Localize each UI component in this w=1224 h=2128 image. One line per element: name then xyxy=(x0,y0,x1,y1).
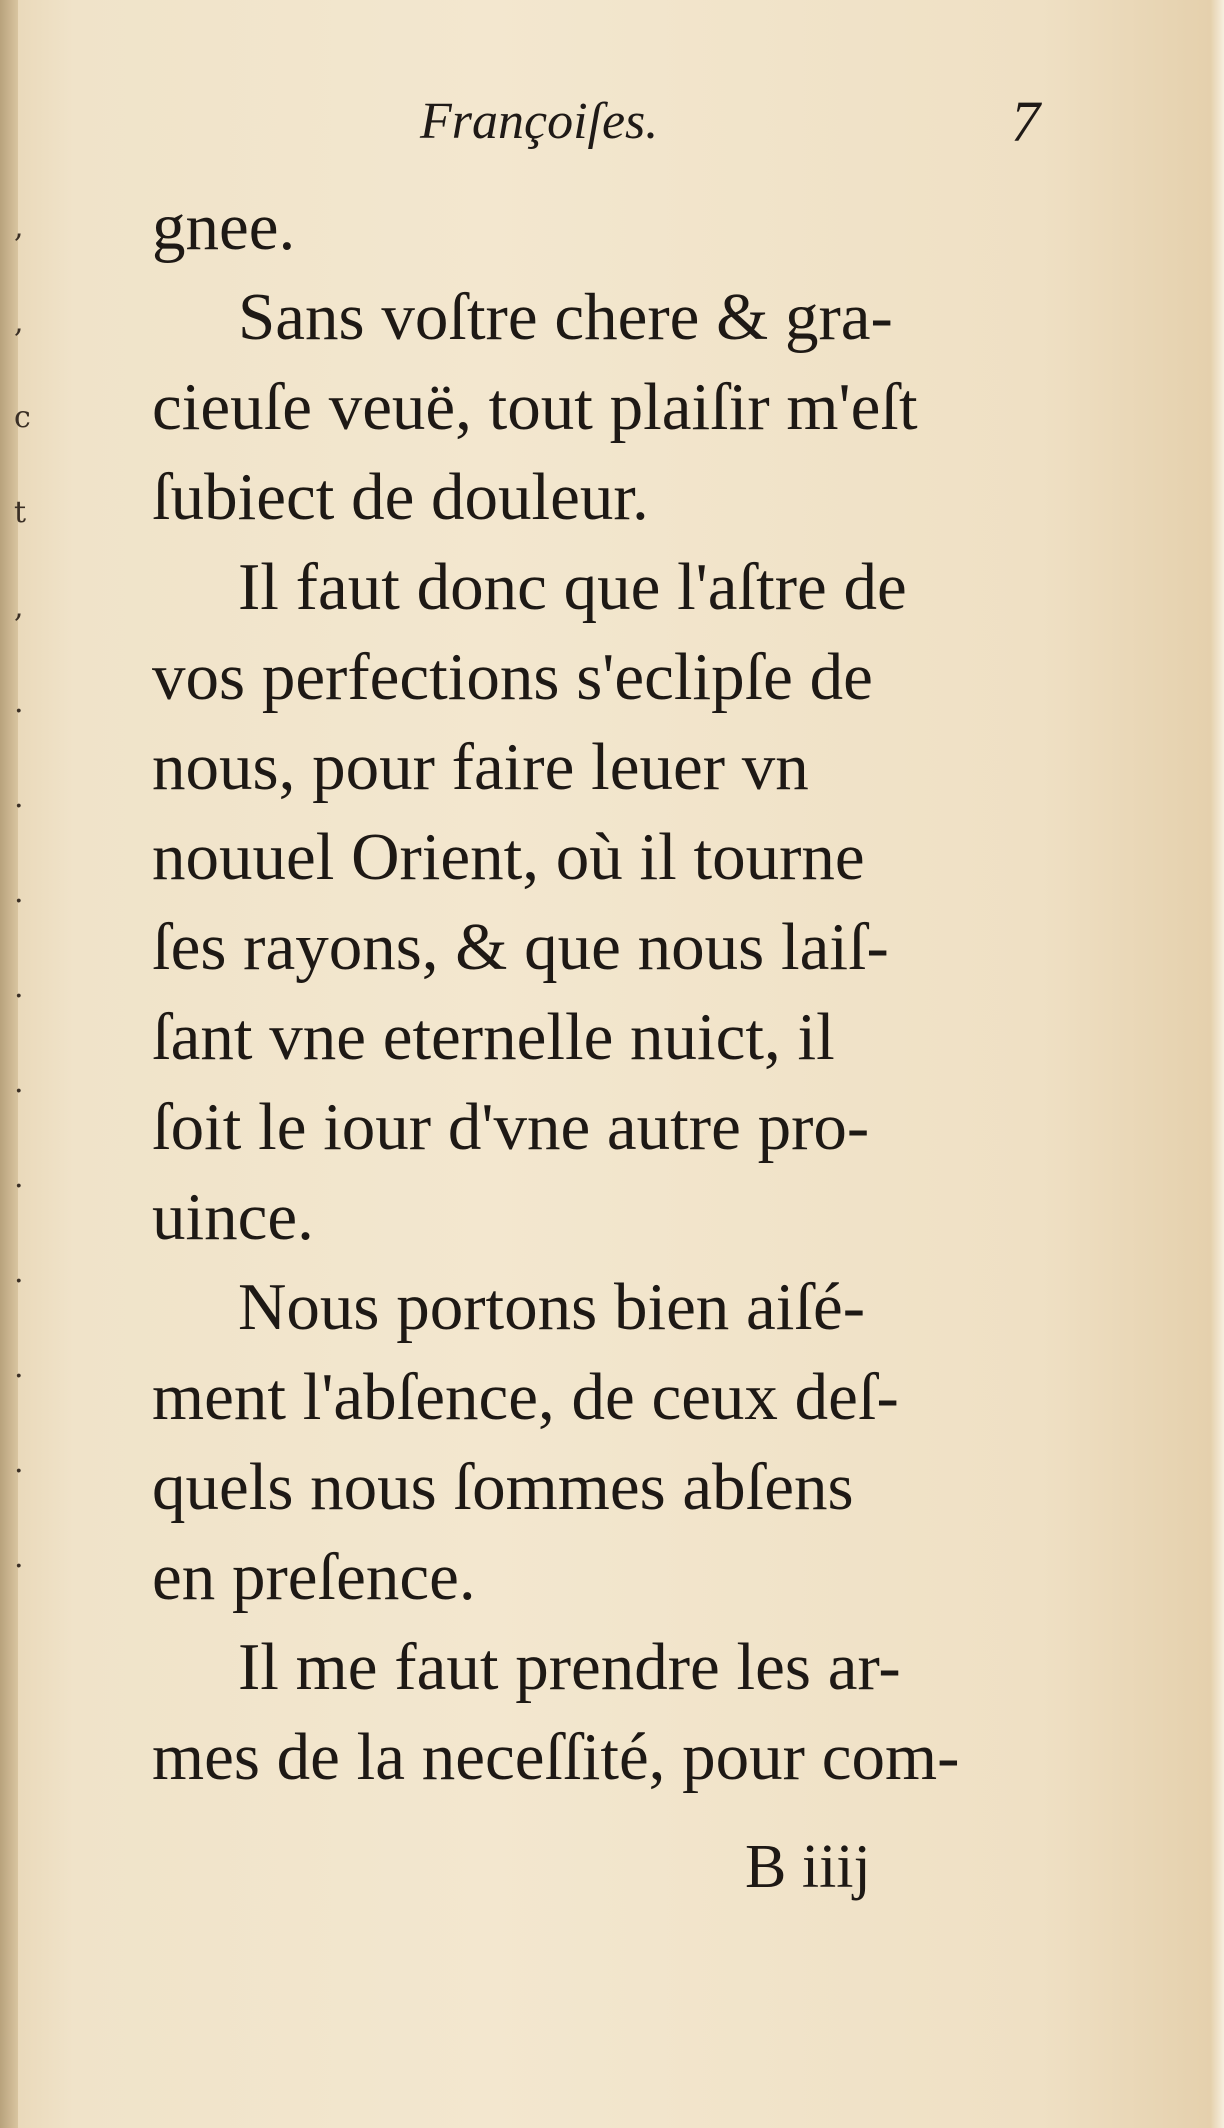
text-line: ment l'abſence, de ceux deſ- xyxy=(152,1360,899,1434)
margin-mark: , xyxy=(14,590,24,625)
text-line: vos perfections s'eclipſe de xyxy=(152,640,873,714)
text-line: ſoit le iour d'vne autre pro- xyxy=(152,1090,870,1164)
page-right-edge xyxy=(1210,0,1224,2128)
page-number: 7 xyxy=(1011,89,1040,154)
margin-mark: , xyxy=(14,210,24,245)
margin-mark: t xyxy=(14,495,27,530)
text-line: mes de la neceſſité, pour com- xyxy=(152,1720,960,1794)
text-line: uince. xyxy=(152,1180,314,1254)
margin-mark: . xyxy=(14,780,24,815)
signature-mark: B iiij xyxy=(745,1833,871,1901)
text-line: quels nous ſommes abſens xyxy=(152,1450,854,1524)
left-margin-bleed-marks xyxy=(14,180,34,1605)
text-line: cieuſe veuë, tout plaiſir m'eſt xyxy=(152,370,918,444)
text-line: Sans voſtre chere & gra- xyxy=(238,280,893,354)
margin-mark: . xyxy=(14,685,24,720)
text-line: Nous portons bien aiſé- xyxy=(238,1270,866,1344)
margin-mark: . xyxy=(14,1445,24,1480)
margin-mark: . xyxy=(14,1255,24,1290)
margin-mark: c xyxy=(14,400,31,435)
text-line: ſes rayons, & que nous laiſ- xyxy=(152,910,889,984)
body-text xyxy=(152,182,1072,1802)
margin-mark: . xyxy=(14,1540,24,1575)
margin-mark: . xyxy=(14,875,24,910)
text-line: nous, pour faire leuer vn xyxy=(152,730,809,804)
text-line: ſant vne eternelle nuict, il xyxy=(152,1000,835,1074)
margin-mark: . xyxy=(14,970,24,1005)
text-line: nouuel Orient, où il tourne xyxy=(152,820,865,894)
running-head xyxy=(400,89,1040,162)
margin-mark: . xyxy=(14,1350,24,1385)
margin-mark: . xyxy=(14,1160,24,1195)
text-line: Il faut donc que l'aſtre de xyxy=(238,550,907,624)
text-line: gnee. xyxy=(152,190,296,264)
text-line: en preſence. xyxy=(152,1540,476,1614)
margin-mark: . xyxy=(14,1065,24,1100)
running-head-title: Françoiſes. xyxy=(420,93,659,150)
margin-mark: , xyxy=(14,305,24,340)
text-line: Il me faut prendre les ar- xyxy=(238,1630,901,1704)
text-line: ſubiect de douleur. xyxy=(152,460,649,534)
